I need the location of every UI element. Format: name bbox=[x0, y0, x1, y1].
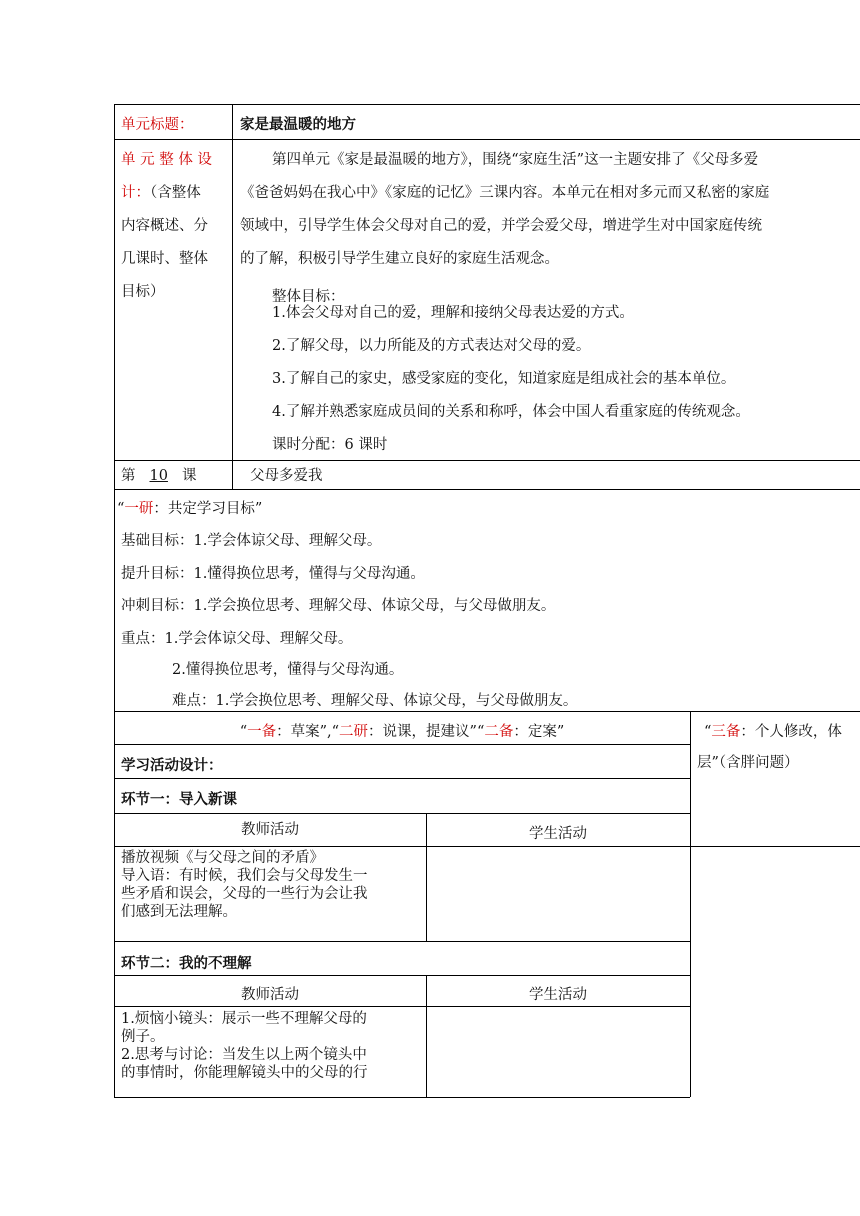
unit-design-label-line: 几课时、整体 bbox=[121, 251, 208, 267]
goal-item: 2.了解父母，以力所能及的方式表达对父母的爱。 bbox=[272, 338, 591, 354]
stage1-teacher-header: 教师活动 bbox=[241, 822, 299, 838]
unit-title-value: 家是最温暖的地方 bbox=[240, 117, 356, 133]
overview-line: 第四单元《家是最温暖的地方》，围绕“家庭生活”这一主题安排了《父母多爱 bbox=[272, 152, 759, 168]
grid-line bbox=[232, 104, 233, 489]
objective-advanced: 提升目标：1.懂得换位思考，懂得与父母沟通。 bbox=[121, 566, 425, 582]
schedule: 课时分配：6 课时 bbox=[272, 437, 388, 453]
unit-design-label-line: 内容概述、分 bbox=[121, 218, 208, 234]
overview-line: 《爸爸妈妈在我心中》《家庭的记忆》三课内容。本单元在相对多元而又私密的家庭 bbox=[240, 185, 770, 201]
key-point: 重点：1.学会体谅父母、理解父母。 bbox=[121, 631, 353, 647]
lesson-title: 父母多爱我 bbox=[250, 468, 323, 484]
lesson-number-value: 10 bbox=[149, 468, 168, 484]
lesson-prefix: 第 bbox=[121, 468, 136, 484]
stage2-teacher-header: 教师活动 bbox=[241, 987, 299, 1003]
objectives-heading: “一研：共定学习目标” bbox=[117, 501, 263, 517]
grid-line bbox=[114, 778, 690, 779]
grid-line bbox=[114, 489, 860, 490]
grid-line bbox=[114, 104, 115, 1097]
grid-line bbox=[114, 711, 860, 712]
unit-design-label-line: 单 元 整 体 设 bbox=[121, 152, 212, 168]
grid-line bbox=[114, 846, 860, 847]
unit-design-label-line: 计：（含整体 bbox=[121, 185, 201, 201]
goal-item: 4.了解并熟悉家庭成员间的关系和称呼，体会中国人看重家庭的传统观念。 bbox=[272, 404, 750, 420]
prep-header: “一备：草案”,“二研：说课，提建议”“二备：定案” bbox=[239, 724, 565, 740]
overview-line: 的了解，积极引导学生建立良好的家庭生活观念。 bbox=[240, 251, 559, 267]
stage1-title: 环节一：导入新课 bbox=[121, 792, 237, 808]
stage1-teacher-activity: 播放视频《与父母之间的矛盾》 导入语：有时候，我们会与父母发生一 些矛盾和误会，父母的一些行为会让我 们感到无法理解。 bbox=[121, 850, 368, 920]
grid-line bbox=[114, 941, 690, 942]
grid-line bbox=[114, 139, 860, 140]
goal-item: 1.体会父母对自己的爱，理解和接纳父母表达爱的方式。 bbox=[272, 305, 634, 321]
overview-line: 领域中，引导学生体会父母对自己的爱，并学会爱父母，增进学生对中国家庭传统 bbox=[240, 218, 762, 234]
objective-basic: 基础目标：1.学会体谅父母、理解父母。 bbox=[121, 533, 382, 549]
stage1-student-header: 学生活动 bbox=[529, 826, 587, 842]
grid-line bbox=[690, 711, 691, 1097]
activity-design-title: 学习活动设计： bbox=[121, 758, 223, 774]
key-point-2: 2.懂得换位思考，懂得与父母沟通。 bbox=[172, 662, 404, 678]
grid-line bbox=[114, 460, 860, 461]
goal-item: 3.了解自己的家史，感受家庭的变化，知道家庭是组成社会的基本单位。 bbox=[272, 371, 736, 387]
goals-title: 整体目标： bbox=[272, 289, 345, 305]
stage2-title: 环节二：我的不理解 bbox=[121, 956, 252, 972]
grid-line bbox=[114, 975, 690, 976]
grid-line bbox=[114, 1006, 690, 1007]
objective-sprint: 冲刺目标：1.学会换位思考、理解父母、体谅父母，与父母做朋友。 bbox=[121, 598, 556, 614]
prep-side-line2: 层”（含胖问题） bbox=[697, 755, 799, 771]
lesson-number bbox=[121, 467, 196, 485]
prep-side-header: “三备：个人修改，体 bbox=[704, 724, 842, 740]
difficulty: 难点：1.学会换位思考、理解父母、体谅父母，与父母做朋友。 bbox=[172, 693, 578, 709]
unit-title-label: 单元标题： bbox=[121, 117, 194, 133]
grid-line bbox=[114, 104, 860, 105]
stage2-student-header: 学生活动 bbox=[529, 987, 587, 1003]
grid-line bbox=[114, 1097, 690, 1098]
unit-design-label-line: 目标） bbox=[121, 284, 165, 300]
stage2-teacher-activity: 1.烦恼小镜头：展示一些不理解父母的 例子。 2.思考与讨论：当发生以上两个镜头中 的事情时，你能理解镜头中的父母的行 bbox=[121, 1011, 368, 1081]
grid-line bbox=[114, 744, 690, 745]
lesson-suffix: 课 bbox=[181, 468, 197, 484]
grid-line bbox=[114, 813, 690, 814]
